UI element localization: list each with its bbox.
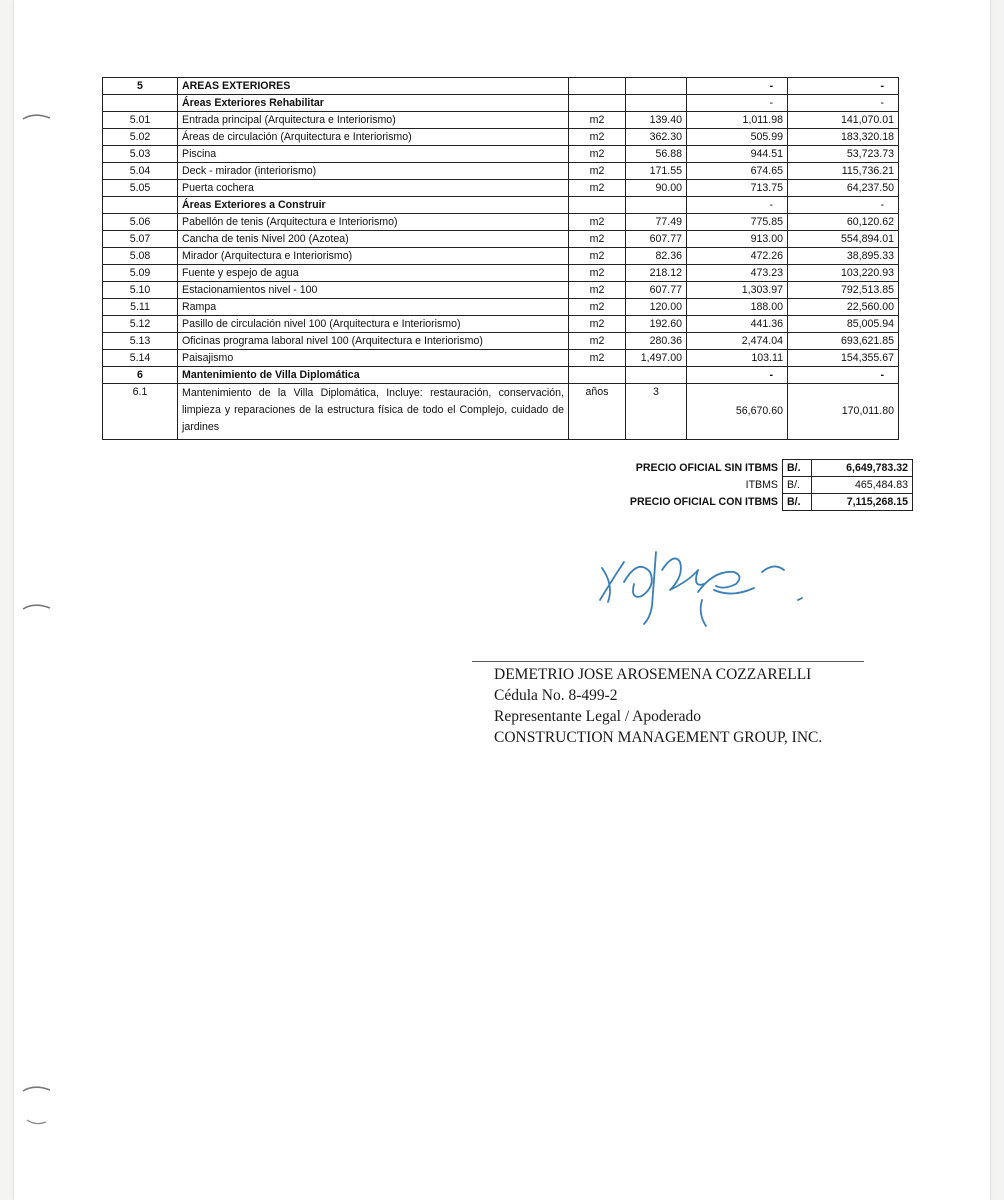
currency-symbol: B/.	[783, 477, 812, 494]
table-row	[103, 95, 899, 112]
item-quantity: 607.77	[626, 282, 687, 299]
item-unit-price: 505.99	[687, 129, 788, 146]
item-number: 5.06	[103, 214, 178, 231]
item-number: 5.08	[103, 248, 178, 265]
item-quantity: 90.00	[626, 180, 687, 197]
table-row	[103, 282, 899, 299]
item-unit: m2	[569, 129, 626, 146]
item-number: 5.10	[103, 282, 178, 299]
item-quantity: 1,497.00	[626, 350, 687, 367]
item-unit: m2	[569, 180, 626, 197]
punch-hole-mark	[20, 600, 54, 622]
item-unit-price: 472.26	[687, 248, 788, 265]
table-row	[103, 163, 899, 180]
item-total: 22,560.00	[788, 299, 899, 316]
item-unit-price: 1,011.98	[687, 112, 788, 129]
item-description: Mantenimiento de la Villa Diplomática, Incluye: restauración, conservación, limpieza y reparaciones de la estructura física de todo el Complejo, cuidado de jardines	[178, 384, 569, 440]
document-page	[14, 0, 990, 1200]
total-label: ITBMS	[574, 477, 783, 494]
signer-id: Cédula No. 8-499-2	[494, 687, 618, 704]
item-unit-price: 913.00	[687, 231, 788, 248]
total-value: 6,649,783.32	[812, 460, 913, 477]
item-quantity: 139.40	[626, 112, 687, 129]
item-total: -	[788, 95, 899, 112]
item-description: Cancha de tenis Nivel 200 (Azotea)	[178, 231, 569, 248]
punch-hole-mark	[20, 110, 54, 132]
table-row	[103, 265, 899, 282]
item-number: 5.05	[103, 180, 178, 197]
item-unit-price: 473.23	[687, 265, 788, 282]
item-quantity: 192.60	[626, 316, 687, 333]
budget-table-body	[103, 78, 899, 440]
item-quantity: 3	[626, 384, 687, 440]
table-row	[103, 299, 899, 316]
item-number	[103, 95, 178, 112]
currency-symbol: B/.	[783, 494, 812, 511]
item-total: 183,320.18	[788, 129, 899, 146]
item-total: 170,011.80	[788, 384, 899, 440]
item-quantity: 82.36	[626, 248, 687, 265]
item-number: 5.14	[103, 350, 178, 367]
item-number: 5.01	[103, 112, 178, 129]
table-row	[103, 180, 899, 197]
item-description: AREAS EXTERIORES	[178, 78, 569, 95]
item-total: 693,621.85	[788, 333, 899, 350]
item-total: 141,070.01	[788, 112, 899, 129]
punch-hole-mark	[24, 1114, 58, 1136]
item-number: 5.12	[103, 316, 178, 333]
item-unit-price: 674.65	[687, 163, 788, 180]
table-row	[103, 384, 899, 440]
table-row	[103, 231, 899, 248]
total-label: PRECIO OFICIAL CON ITBMS	[574, 494, 783, 511]
item-unit-price: 441.36	[687, 316, 788, 333]
item-quantity: 56.88	[626, 146, 687, 163]
currency-symbol: B/.	[783, 460, 812, 477]
item-description: Deck - mirador (interiorismo)	[178, 163, 569, 180]
item-total: 554,894.01	[788, 231, 899, 248]
table-row	[103, 146, 899, 163]
item-unit-price: -	[687, 78, 788, 95]
item-description: Piscina	[178, 146, 569, 163]
item-description: Pasillo de circulación nivel 100 (Arquitectura e Interiorismo)	[178, 316, 569, 333]
item-unit-price: -	[687, 197, 788, 214]
total-row-itbms	[574, 477, 913, 494]
item-unit: m2	[569, 146, 626, 163]
item-total: -	[788, 197, 899, 214]
item-description: Mantenimiento de Villa Diplomática	[178, 367, 569, 384]
item-unit-price: 713.75	[687, 180, 788, 197]
punch-hole-mark	[20, 1082, 54, 1104]
table-row	[103, 129, 899, 146]
item-number: 6.1	[103, 384, 178, 440]
item-unit	[569, 78, 626, 95]
item-quantity: 607.77	[626, 231, 687, 248]
item-unit-price: 775.85	[687, 214, 788, 231]
item-total: -	[788, 367, 899, 384]
item-description: Oficinas programa laboral nivel 100 (Arquitectura e Interiorismo)	[178, 333, 569, 350]
table-row	[103, 367, 899, 384]
item-description: Estacionamientos nivel - 100	[178, 282, 569, 299]
item-total: 103,220.93	[788, 265, 899, 282]
item-unit: m2	[569, 163, 626, 180]
table-row	[103, 112, 899, 129]
item-quantity	[626, 78, 687, 95]
item-quantity: 171.55	[626, 163, 687, 180]
total-value: 465,484.83	[812, 477, 913, 494]
table-row	[103, 333, 899, 350]
item-quantity: 77.49	[626, 214, 687, 231]
item-number: 6	[103, 367, 178, 384]
item-unit: m2	[569, 231, 626, 248]
item-description: Mirador (Arquitectura e Interiorismo)	[178, 248, 569, 265]
item-unit	[569, 95, 626, 112]
total-value: 7,115,268.15	[812, 494, 913, 511]
item-number: 5.09	[103, 265, 178, 282]
item-total: 85,005.94	[788, 316, 899, 333]
item-description: Pabellón de tenis (Arquitectura e Interiorismo)	[178, 214, 569, 231]
item-unit	[569, 197, 626, 214]
item-total: 53,723.73	[788, 146, 899, 163]
totals-table	[574, 459, 913, 511]
item-quantity: 218.12	[626, 265, 687, 282]
signer-block	[494, 664, 822, 748]
item-unit-price: 1,303.97	[687, 282, 788, 299]
signature-line	[472, 661, 864, 662]
budget-table	[102, 77, 899, 440]
item-number: 5.13	[103, 333, 178, 350]
table-row	[103, 248, 899, 265]
table-row	[103, 197, 899, 214]
item-total: 154,355.67	[788, 350, 899, 367]
item-unit: m2	[569, 248, 626, 265]
item-unit: m2	[569, 214, 626, 231]
item-unit: m2	[569, 112, 626, 129]
total-row-sin-itbms	[574, 460, 913, 477]
item-total: 115,736.21	[788, 163, 899, 180]
signer-company: CONSTRUCTION MANAGEMENT GROUP, INC.	[494, 729, 823, 746]
table-row	[103, 214, 899, 231]
item-quantity: 280.36	[626, 333, 687, 350]
item-number: 5.03	[103, 146, 178, 163]
item-total: 792,513.85	[788, 282, 899, 299]
item-number: 5.02	[103, 129, 178, 146]
item-total: 60,120.62	[788, 214, 899, 231]
item-total: 38,895.33	[788, 248, 899, 265]
total-label: PRECIO OFICIAL SIN ITBMS	[574, 460, 783, 477]
item-total: -	[788, 78, 899, 95]
item-unit: m2	[569, 299, 626, 316]
item-description: Paisajismo	[178, 350, 569, 367]
item-quantity	[626, 95, 687, 112]
item-number: 5.04	[103, 163, 178, 180]
item-unit-price: 188.00	[687, 299, 788, 316]
item-description: Puerta cochera	[178, 180, 569, 197]
item-description: Rampa	[178, 299, 569, 316]
item-unit: m2	[569, 265, 626, 282]
item-total: 64,237.50	[788, 180, 899, 197]
item-quantity: 120.00	[626, 299, 687, 316]
item-unit: m2	[569, 282, 626, 299]
total-row-con-itbms	[574, 494, 913, 511]
item-description: Fuente y espejo de agua	[178, 265, 569, 282]
handwritten-signature	[594, 540, 814, 635]
signer-name: DEMETRIO JOSE AROSEMENA COZZARELLI	[494, 666, 812, 683]
item-unit-price: 944.51	[687, 146, 788, 163]
item-quantity	[626, 367, 687, 384]
item-description: Entrada principal (Arquitectura e Interiorismo)	[178, 112, 569, 129]
item-quantity	[626, 197, 687, 214]
item-quantity: 362.30	[626, 129, 687, 146]
item-unit-price: 103.11	[687, 350, 788, 367]
item-number: 5.11	[103, 299, 178, 316]
signer-role: Representante Legal / Apoderado	[494, 708, 702, 725]
item-unit	[569, 367, 626, 384]
item-unit: m2	[569, 316, 626, 333]
table-row	[103, 78, 899, 95]
item-number: 5.07	[103, 231, 178, 248]
item-unit-price: 2,474.04	[687, 333, 788, 350]
item-unit: m2	[569, 350, 626, 367]
item-unit-price: 56,670.60	[687, 384, 788, 440]
item-number	[103, 197, 178, 214]
item-description: Áreas Exteriores Rehabilitar	[178, 95, 569, 112]
item-description: Áreas Exteriores a Construir	[178, 197, 569, 214]
item-unit: años	[569, 384, 626, 440]
item-unit-price: -	[687, 95, 788, 112]
item-unit-price: -	[687, 367, 788, 384]
item-description: Áreas de circulación (Arquitectura e Interiorismo)	[178, 129, 569, 146]
item-unit: m2	[569, 333, 626, 350]
table-row	[103, 316, 899, 333]
item-number: 5	[103, 78, 178, 95]
table-row	[103, 350, 899, 367]
